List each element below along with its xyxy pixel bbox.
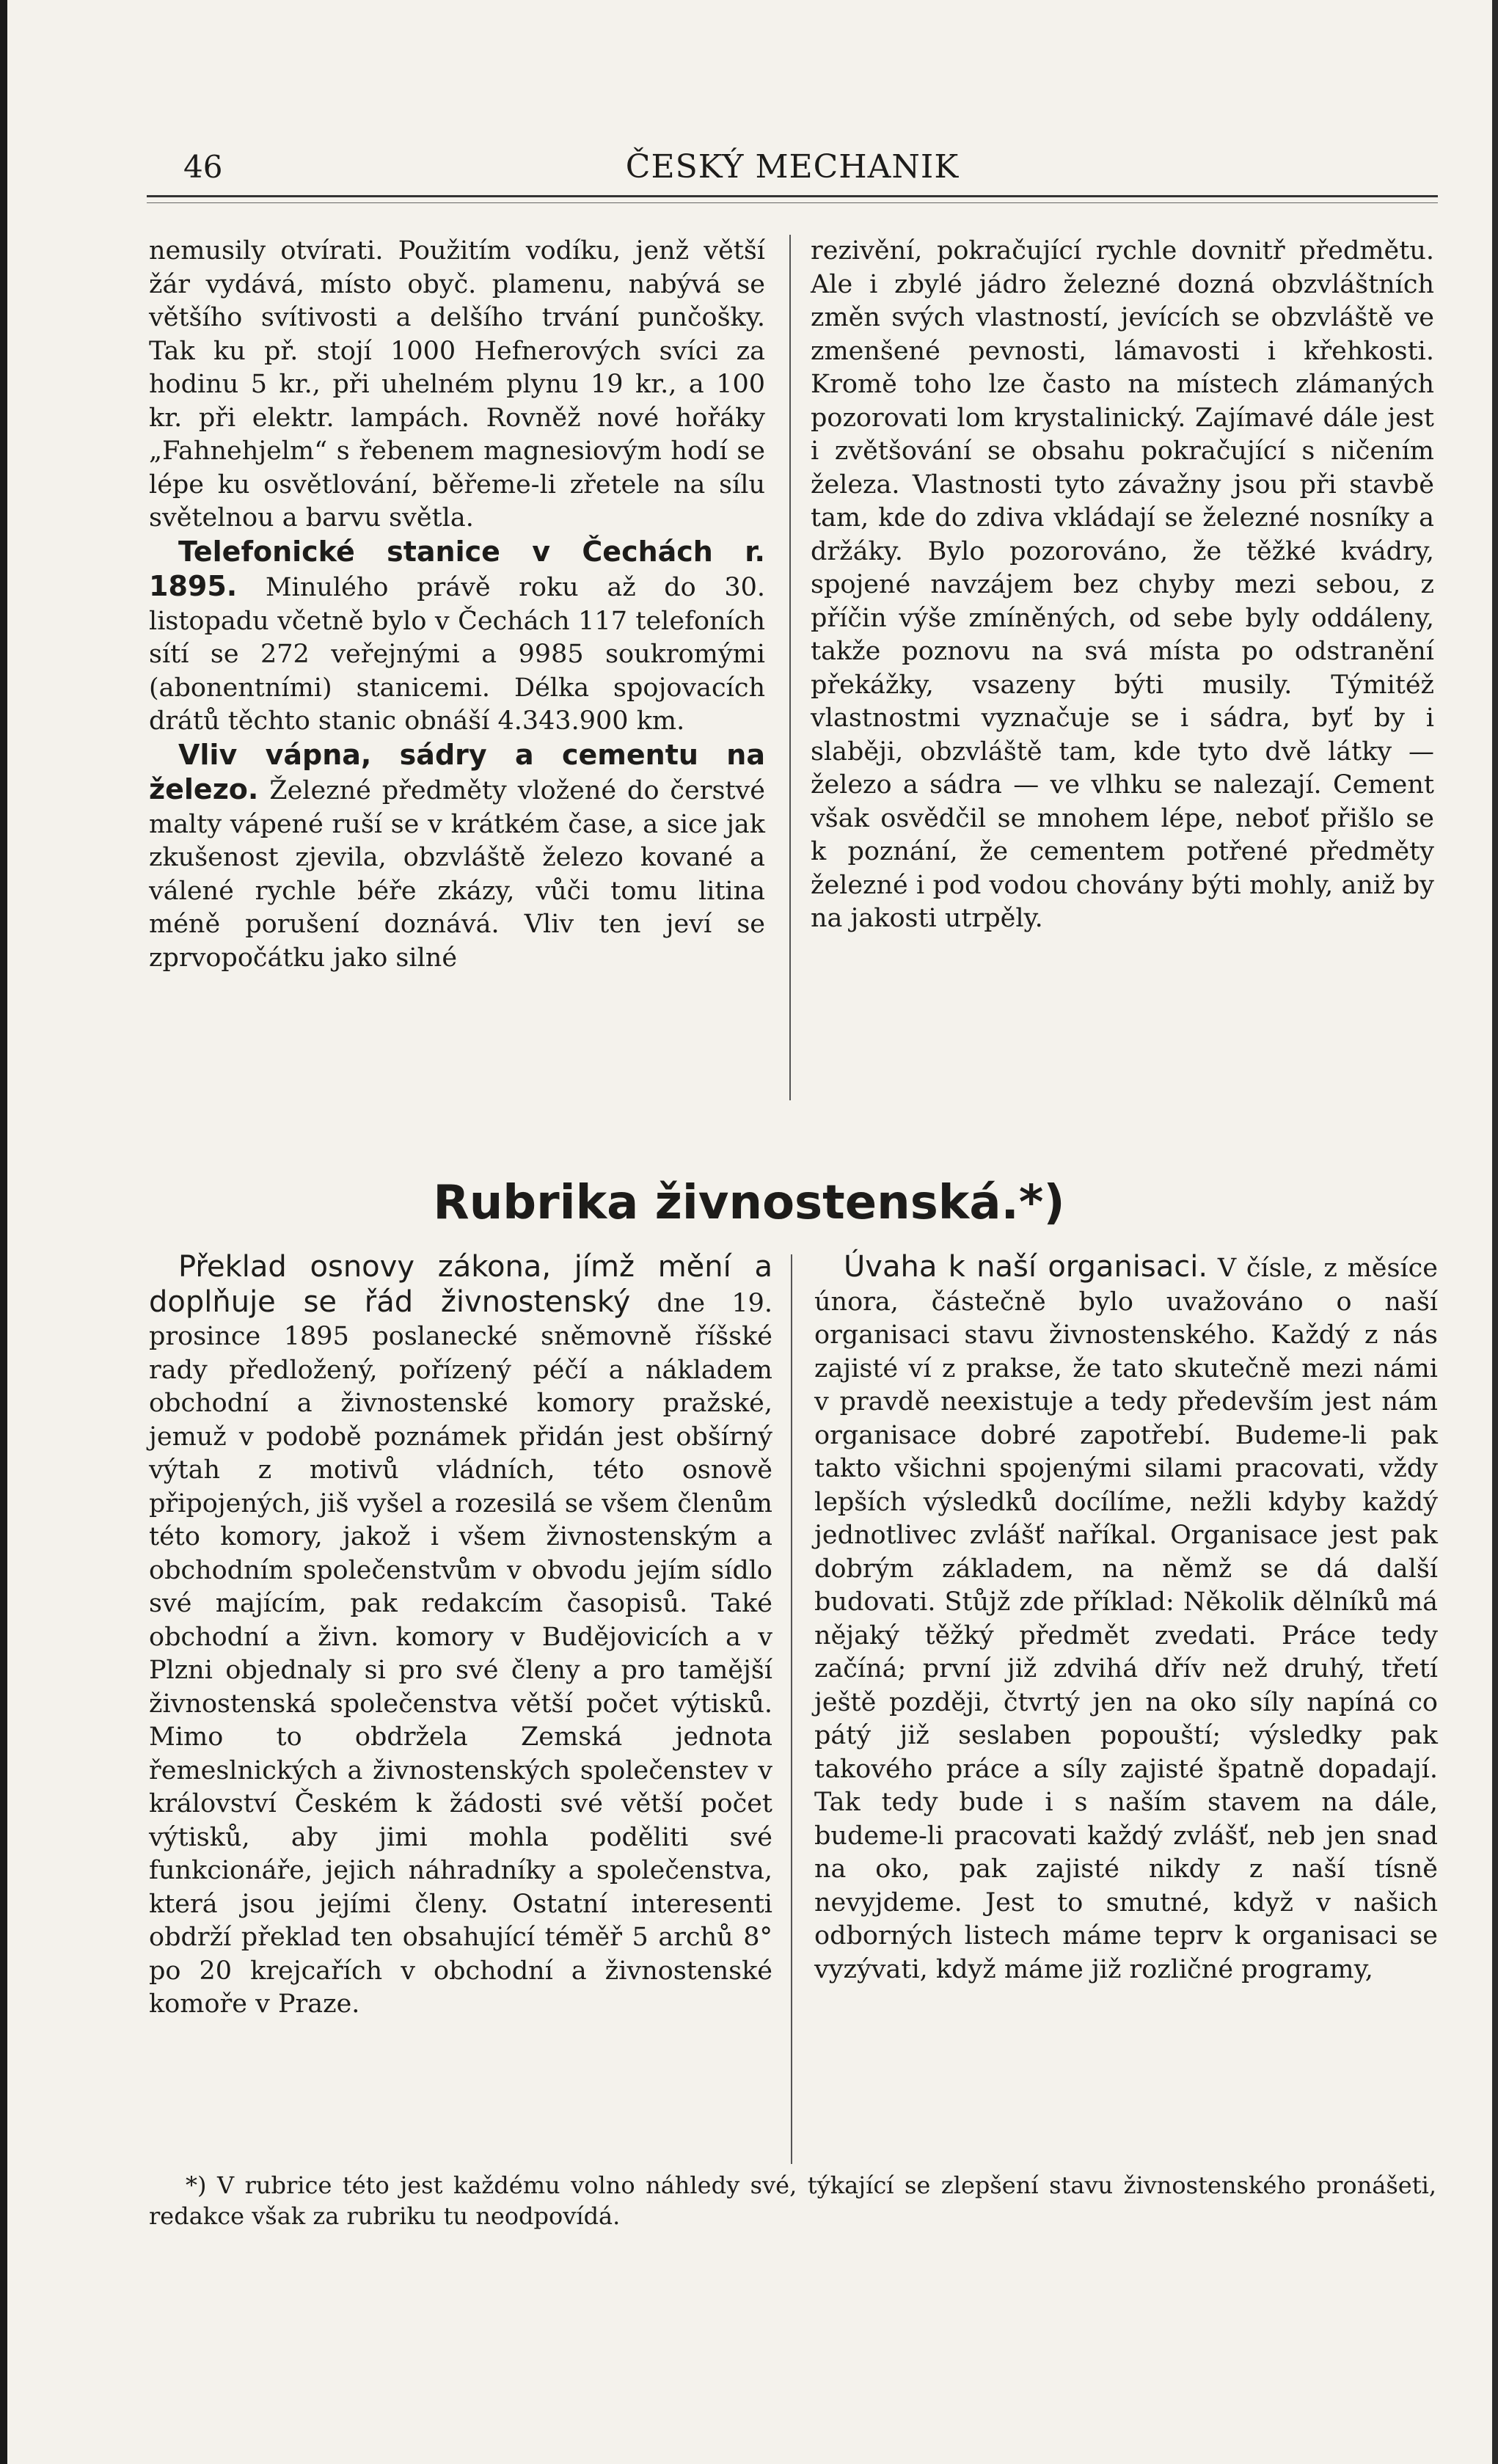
lime-heading: Vliv vápna, sádry a cementu na železo. — [149, 738, 765, 805]
translation-heading: Překlad osnovy zákona, jímž mění a doplňuje se řád živnostenský — [149, 1250, 772, 1319]
column-divider — [789, 235, 791, 1100]
right-paragraph: rezivění, pokračující rychle dovnitř předmětu. Ale i zbylé jádro železné dozná obzvláštních změn svých vlastností, jevících se obzvláště ve zmenšené pevnosti, lámavosti i křehkosti. Kromě toho lze často na místech zlámaných pozorovati lom krystalinický. Zajímavé dále jest i zvětšování se obsahu pokračující s ničením železa. Vlastnosti tyto závažny jsou při stavbě tam, kde do zdiva vkládají se železné nosníky a držáky. Bylo pozorováno, že těžké kvádry, spojené navzájem bez chyby mezi sebou, z příčin výše zmíněných, od sebe byly oddáleny, takže poznovu na svá místa po odstranění překážky, vsazeny býti musily. Týmitéž vlastnostmi vyznačuje se i sádra, byť by i slaběji, obzvláště tam, kde tyto dvě látky — železo a sádra — ve vlhku se nalezají. Cement však osvědčil se mnohem lépe, neboť přišlo se k poznání, že cementem potřené předměty železné i pod vodou chovány býti mohly, aniž by na jakosti utrpěly. — [811, 236, 1434, 933]
footnote-text: *) V rubrice této jest každému volno náhledy své, týkající se zlepšení stavu živnostenského pronášeti, redakce však za rubriku tu neodpovídá. — [149, 2171, 1436, 2230]
page-header — [147, 145, 1438, 189]
footnote — [149, 2170, 1436, 2231]
telephone-text: Minulého právě roku až do 30. listopadu včetně bylo v Čechách 117 telefoních sítí se 272 veřejnými a 9985 soukromými (abonentními) stanicemi. Délka spojovacích drátů těchto stanic obnáší 4.343.900 km. — [149, 573, 765, 736]
page-number: 46 — [183, 149, 223, 185]
bottom-right-column — [814, 1251, 1438, 1986]
header-rule — [147, 195, 1438, 197]
journal-title: ČESKÝ MECHANIK — [625, 148, 960, 186]
bottom-left-column — [149, 1251, 772, 2022]
column-divider-bottom — [791, 1254, 792, 2164]
translation-text: dne 19. prosince 1895 poslanecké sněmovně říšské rady předložený, pořízený péčí a nákladem obchodní a živnostenské komory pražské, jemuž v podobě poznámek přidán jest obšírný výtah z motivů vládních, této osnově připojených, jiš vyšel a rozesilá se všem členům této komory, jakož i všem živnostenským a obchodním společenstvům v obvodu jejím sídlo své majícím, pak redakcím časopisů. Také obchodní a živn. komory v Budějovicích a v Plzni objednaly si pro své členy a pro tamější živnostenská společenstva větší počet výtisků. Mimo to obdržela Zemská jednota řemeslnických a živnostenských společenstev v království Českém k žádosti své větší počet výtisků, aby jimi mohla poděliti své funkcionáře, jejich náhradníky a společenstva, která jsou jejími členy. Ostatní interesenti obdrží překlad ten obsahující téměř 5 archů 8° po 20 krejcařích v obchodní a živnostenské komoře v Praze. — [149, 1288, 772, 2019]
top-right-column — [811, 235, 1434, 936]
telephone-heading: Telefonické stanice v Čechách r. 1895. — [149, 535, 765, 602]
lime-text: Železné předměty vložené do čerstvé malty vápené ruší se v krátkém čase, a sice jak zkušenost zjevila, obzvláště železo kované a válené rychle béře zkázy, vůči tomu litina méně porušení doznává. Vliv ten jeví se zprvopočátku jako silné — [149, 776, 765, 973]
section-title: Rubrika živnostenská.*) — [433, 1176, 1065, 1230]
organisation-text: V čísle, z měsíce února, částečně bylo uvažováno o naší organisaci stavu živnostenského. Každý z nás zajisté ví z prakse, že tato skutečně mezi námi v pravdě neexistuje a tedy především jest nám organisace dobré zapotřebí. Budeme-li pak takto všichni spojenými silami pracovati, vždy lepších výsledků docílíme, nežli kdyby každý jednotlivec zvlášť naříkal. Organisace jest pak dobrým základem, na němž se dá další budovati. Stůjž zde příklad: Několik dělníků má nějaký těžký předmět zvedati. Práce tedy začíná; první již zdvihá dřív než druhý, třetí ještě později, čtvrtý jen na oko síly napíná co pátý již seslaben popouští; výsledky pak takového práce a síly zajisté špatně dopadají. Tak tedy bude i s naším stavem na dále, budeme-li pracovati každý zvlášť, neb jen snad na oko, pak zajisté nikdy z naší tísně nevyjdeme. Jest to smutné, když v našich odborných listech máme teprv k organisaci se vyzývati, když máme již rozličné programy, — [814, 1254, 1438, 1984]
header-rule-thin — [147, 202, 1438, 203]
intro-paragraph: nemusily otvírati. Použitím vodíku, jenž větší žár vydává, místo obyč. plamenu, nabývá se většího svítivosti a delšího trvání punčošky. Tak ku př. stojí 1000 Hefnerových svíci za hodinu 5 kr., při uhelném plynu 19 kr., a 100 kr. při elektr. lampách. Rovněž nové hořáky „Fahnehjelm“ s řebenem magnesiovým hodí se lépe ku osvětlování, běřeme-li zřetele na sílu světelnou a barvu světla. — [149, 236, 765, 533]
organisation-heading: Úvaha k naší organisaci. — [844, 1250, 1208, 1284]
top-left-column — [149, 235, 765, 975]
